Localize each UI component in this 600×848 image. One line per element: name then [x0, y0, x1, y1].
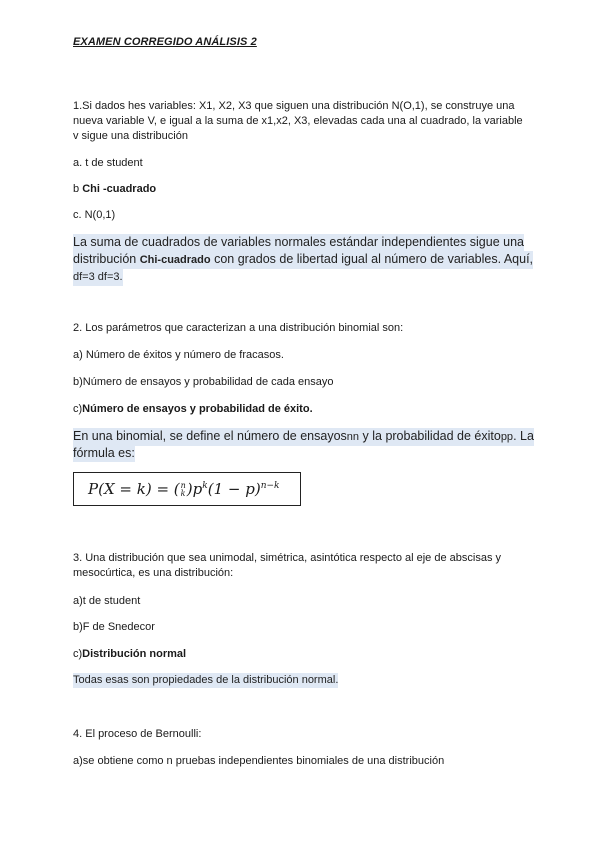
q1-explanation-line2-c: con grados de libertad igual al número de variables. Aquí, — [210, 252, 534, 266]
q3-stem-line2: mesocúrtica, es una distribución: — [73, 567, 234, 579]
q3-stem-line1: 3. Una distribución que sea unimodal, simétrica, asintótica respecto al eje de abscisas y — [73, 552, 502, 564]
q3-option-c-prefix: c) — [73, 648, 83, 660]
q4-option-a: a)se obtiene como n pruebas independientes binomiales de una distribución — [73, 755, 445, 767]
q3-option-c — [73, 647, 533, 662]
binomial-formula — [73, 472, 301, 506]
q2-option-a: a) Número de éxitos y número de fracasos. — [73, 349, 284, 361]
document-title: EXAMEN CORREGIDO ANÁLISIS 2 — [73, 36, 257, 48]
q1-stem — [73, 99, 533, 144]
q2-option-c-answer: Número de ensayos y probabilidad de éxito. — [82, 403, 313, 415]
q1-option-b-prefix: b — [73, 183, 83, 195]
q1-option-c: c. N(0,1) — [73, 209, 116, 221]
q2-option-c — [73, 402, 533, 417]
formula-binom: n k — [180, 481, 186, 498]
q3-option-a: a)t de student — [73, 595, 141, 607]
q2-option-c-prefix: c) — [73, 403, 83, 415]
q2-explanation-line1 — [73, 428, 534, 446]
q1-stem-line1: 1.Si dados hes variables: X1, X2, X3 que siguen una distribución N(O,1), se construye una — [73, 100, 515, 112]
q3-stem — [73, 551, 533, 581]
q1-explanation-chi: Chi-cuadrado — [139, 254, 211, 266]
q1-explanation-line2-a: distribución — [73, 252, 140, 266]
q1-option-b — [73, 182, 533, 197]
q1-explanation-line2 — [73, 251, 533, 269]
q1-explanation-line3 — [73, 268, 123, 286]
q2-exp-a: En una binomial, se define el número de ensayos — [73, 429, 347, 443]
q1-option-b-answer: Chi -cuadrado — [82, 183, 157, 195]
q1-option-a: a. t de student — [73, 157, 143, 169]
q2-exp-e: . La — [513, 429, 534, 443]
q2-exp-p: pp — [500, 431, 514, 443]
q3-explanation: Todas esas son propiedades de la distribución normal. — [73, 674, 339, 686]
q4-stem: 4. El proceso de Bernoulli: — [73, 728, 202, 740]
q2-explanation-line2: fórmula es: — [73, 446, 135, 460]
q1-explanation-line1: La suma de cuadrados de variables normales estándar independientes sigue una — [73, 235, 524, 249]
q1-stem-line3: v sigue una distribución — [73, 130, 188, 142]
q3-option-b: b)F de Snedecor — [73, 621, 155, 633]
q2-exp-n: nn — [346, 431, 360, 443]
q1-explanation-df: df=3 df=3. — [73, 271, 123, 283]
formula-text: P(X = k) = ( n k )$p^k(1 - p)^{n-k}$ — [88, 480, 280, 498]
q2-stem: 2. Los parámetros que caracterizan a una distribución binomial son: — [73, 322, 404, 334]
q2-option-b: b)Número de ensayos y probabilidad de cada ensayo — [73, 376, 334, 388]
q2-exp-c: y la probabilidad de éxito — [359, 429, 501, 443]
q3-option-c-answer: Distribución normal — [82, 648, 187, 660]
q1-stem-line2: nueva variable V, e igual a la suma de x1,x2, X3, elevadas cada una al cuadrado, la variable — [73, 115, 523, 127]
